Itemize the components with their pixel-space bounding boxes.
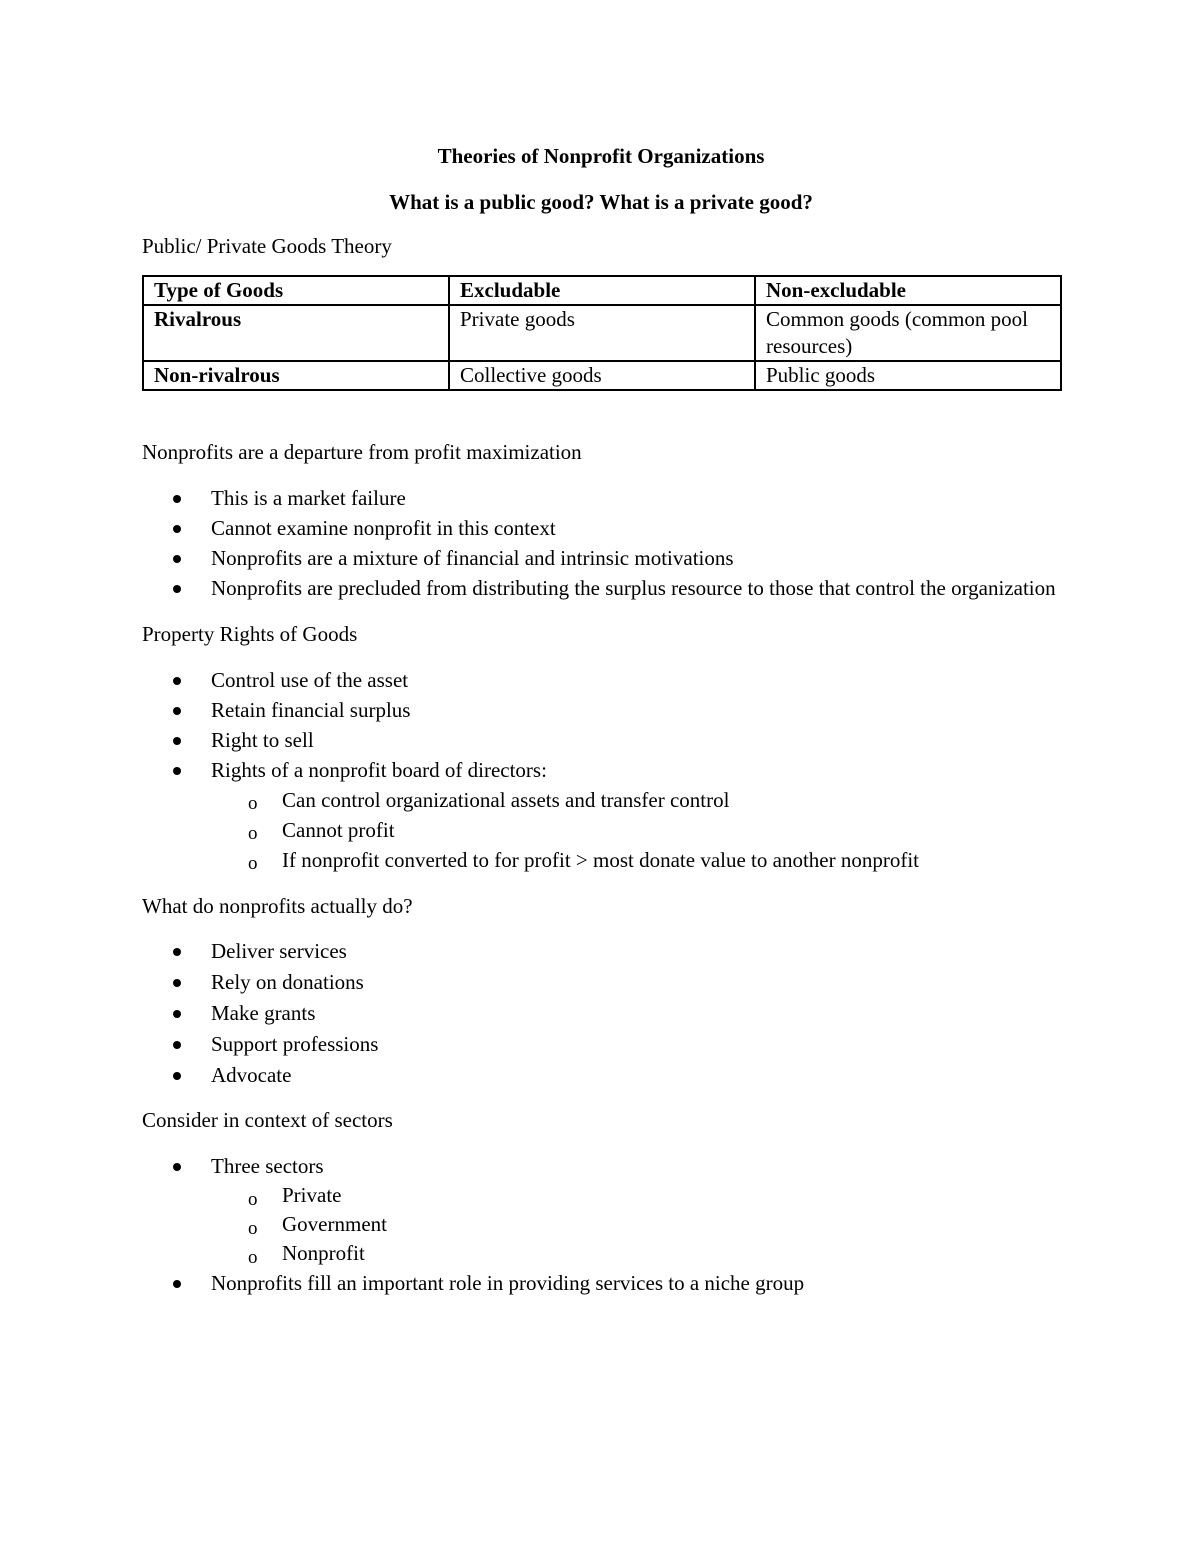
bullet-icon [173,1072,181,1080]
document-title: Theories of Nonprofit Organizations [437,144,765,168]
sub-list-item: o Nonprofit [248,1241,365,1268]
list-item: This is a market failure [142,483,1060,513]
circle-bullet-icon: o [248,1189,258,1210]
bullet-icon [173,677,181,685]
list-item: Deliver services [142,936,1060,967]
sub-list-item: o Government [248,1212,387,1239]
bullet-icon [173,948,181,956]
list-item: Three sectors o Private o Government o Nonprofit [142,1151,1060,1268]
section-heading-departure: Nonprofits are a departure from profit maximization [142,440,582,464]
table-row [143,361,1061,390]
bullet-icon [173,555,181,563]
list-item: Advocate [142,1060,1060,1091]
sectors-sublist [211,1181,1060,1268]
table-cell: Collective goods [449,361,755,390]
property-rights-list [142,665,1060,875]
sub-list-item: o Private [248,1183,342,1210]
bullet-icon [173,707,181,715]
bullet-icon [173,1280,181,1288]
sub-list-item: o If nonprofit converted to for profit > most donate value to another nonprofit [248,848,920,874]
list-item: Nonprofits are precluded from distributing the surplus resource to those that control the organization [142,573,1060,603]
table-cell: Private goods [449,305,755,361]
list-item: Nonprofits are a mixture of financial and intrinsic motivations [142,543,1060,573]
table-header-row [143,276,1061,305]
sectors-list [142,1151,1060,1298]
list-item: Nonprofits fill an important role in providing services to a niche group [142,1268,1060,1298]
list-item: Cannot examine nonprofit in this context [142,513,1060,543]
section-heading-sectors: Consider in context of sectors [142,1108,393,1132]
bullet-icon [173,1041,181,1049]
table-row-label: Rivalrous [143,305,449,361]
bullet-icon [173,1163,181,1171]
list-item: Rights of a nonprofit board of directors: o Can control organizational assets and transfer control o Cannot profit o If nonprofit converted to for profit > most donate value to another nonprofit [142,755,1060,875]
table-row-label: Non-rivalrous [143,361,449,390]
circle-bullet-icon: o [248,1247,258,1268]
sub-list-item: o Can control organizational assets and transfer control [248,788,730,814]
board-rights-sublist [211,785,1060,875]
table-header-cell: Excludable [449,276,755,305]
table-header-cell: Type of Goods [143,276,449,305]
document-page [142,141,1060,1298]
circle-bullet-icon: o [248,793,258,814]
table-header-cell: Non-excludable [755,276,1061,305]
table-row [143,305,1061,361]
bullet-icon [173,737,181,745]
activities-list [142,936,1060,1091]
circle-bullet-icon: o [248,853,258,874]
list-item: Rely on donations [142,967,1060,998]
departure-list [142,483,1060,603]
circle-bullet-icon: o [248,1218,258,1239]
list-item: Make grants [142,998,1060,1029]
table-cell: Common goods (common pool resources) [755,305,1061,361]
list-item: Right to sell [142,725,1060,755]
goods-table [142,275,1062,391]
sub-list-item: o Cannot profit [248,818,395,844]
bullet-icon [173,979,181,987]
bullet-icon [173,525,181,533]
list-item: Control use of the asset [142,665,1060,695]
list-item: Support professions [142,1029,1060,1060]
bullet-icon [173,495,181,503]
section-heading-public-private: Public/ Private Goods Theory [142,234,392,258]
circle-bullet-icon: o [248,823,258,844]
bullet-icon [173,1010,181,1018]
section-heading-property-rights: Property Rights of Goods [142,622,358,646]
bullet-icon [173,767,181,775]
bullet-icon [173,585,181,593]
document-subtitle: What is a public good? What is a private good? [389,190,813,214]
section-heading-what-do: What do nonprofits actually do? [142,894,413,918]
list-item: Retain financial surplus [142,695,1060,725]
table-cell: Public goods [755,361,1061,390]
